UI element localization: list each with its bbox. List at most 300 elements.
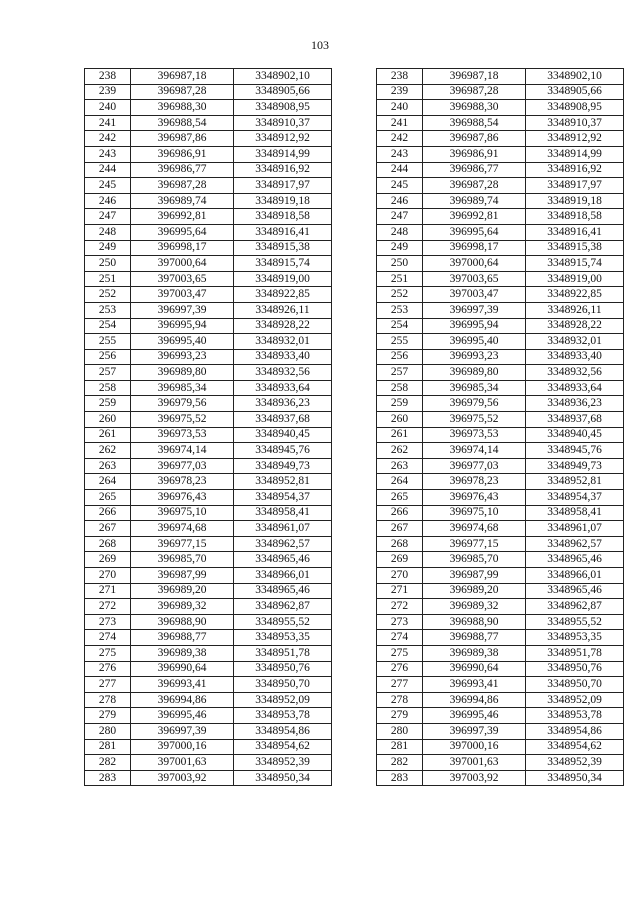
table-row	[85, 583, 332, 599]
y-coordinate-cell: 3348962,87	[526, 599, 624, 615]
point-number-cell: 255	[85, 334, 131, 350]
point-number-cell: 281	[85, 739, 131, 755]
y-coordinate-cell: 3348928,22	[234, 318, 332, 334]
table-row	[377, 100, 624, 116]
table-row	[85, 193, 332, 209]
table-row	[377, 443, 624, 459]
point-number-cell: 280	[85, 723, 131, 739]
y-coordinate-cell: 3348958,41	[526, 505, 624, 521]
y-coordinate-cell: 3348955,52	[526, 614, 624, 630]
x-coordinate-cell: 396998,17	[131, 240, 234, 256]
y-coordinate-cell: 3348902,10	[526, 69, 624, 85]
table-row	[85, 162, 332, 178]
y-coordinate-cell: 3348933,64	[526, 380, 624, 396]
x-coordinate-cell: 396978,23	[423, 474, 526, 490]
point-number-cell: 263	[85, 458, 131, 474]
table-row	[377, 521, 624, 537]
table-row	[377, 162, 624, 178]
table-row	[85, 614, 332, 630]
table-row	[377, 614, 624, 630]
x-coordinate-cell: 396992,81	[423, 209, 526, 225]
y-coordinate-cell: 3348951,78	[526, 645, 624, 661]
x-coordinate-cell: 397000,64	[131, 256, 234, 272]
x-coordinate-cell: 396974,68	[423, 521, 526, 537]
x-coordinate-cell: 396987,28	[131, 178, 234, 194]
point-number-cell: 243	[377, 146, 423, 162]
point-number-cell: 283	[85, 770, 131, 786]
x-coordinate-cell: 397003,65	[423, 271, 526, 287]
table-row	[85, 240, 332, 256]
point-number-cell: 274	[377, 630, 423, 646]
x-coordinate-cell: 396993,41	[131, 677, 234, 693]
y-coordinate-cell: 3348933,64	[234, 380, 332, 396]
table-row	[377, 474, 624, 490]
point-number-cell: 240	[377, 100, 423, 116]
point-number-cell: 257	[377, 365, 423, 381]
x-coordinate-cell: 396989,80	[131, 365, 234, 381]
y-coordinate-cell: 3348966,01	[234, 568, 332, 584]
y-coordinate-cell: 3348908,95	[526, 100, 624, 116]
x-coordinate-cell: 396977,03	[423, 458, 526, 474]
x-coordinate-cell: 396977,03	[131, 458, 234, 474]
x-coordinate-cell: 396987,28	[131, 84, 234, 100]
x-coordinate-cell: 396995,46	[131, 708, 234, 724]
x-coordinate-cell: 396987,86	[131, 131, 234, 147]
table-row	[85, 474, 332, 490]
table-row	[377, 115, 624, 131]
x-coordinate-cell: 396976,43	[131, 490, 234, 506]
x-coordinate-cell: 396988,30	[131, 100, 234, 116]
x-coordinate-cell: 396974,14	[131, 443, 234, 459]
x-coordinate-cell: 396992,81	[131, 209, 234, 225]
table-row	[377, 178, 624, 194]
point-number-cell: 239	[85, 84, 131, 100]
table-row	[85, 69, 332, 85]
y-coordinate-cell: 3348950,70	[526, 677, 624, 693]
table-row	[377, 318, 624, 334]
x-coordinate-cell: 396978,23	[131, 474, 234, 490]
x-coordinate-cell: 396995,94	[131, 318, 234, 334]
table-row	[377, 692, 624, 708]
x-coordinate-cell: 396975,10	[131, 505, 234, 521]
x-coordinate-cell: 396993,23	[131, 349, 234, 365]
table-row	[85, 365, 332, 381]
point-number-cell: 275	[85, 645, 131, 661]
table-row	[377, 287, 624, 303]
point-number-cell: 258	[377, 380, 423, 396]
x-coordinate-cell: 396994,86	[423, 692, 526, 708]
y-coordinate-cell: 3348950,76	[526, 661, 624, 677]
x-coordinate-cell: 396987,18	[131, 69, 234, 85]
y-coordinate-cell: 3348933,40	[234, 349, 332, 365]
table-row	[85, 427, 332, 443]
y-coordinate-cell: 3348910,37	[526, 115, 624, 131]
x-coordinate-cell: 396994,86	[131, 692, 234, 708]
y-coordinate-cell: 3348908,95	[234, 100, 332, 116]
table-row	[85, 84, 332, 100]
y-coordinate-cell: 3348962,57	[526, 536, 624, 552]
point-number-cell: 263	[377, 458, 423, 474]
table-row	[85, 536, 332, 552]
x-coordinate-cell: 396975,52	[423, 412, 526, 428]
coordinates-table-left	[84, 68, 332, 786]
y-coordinate-cell: 3348965,46	[526, 552, 624, 568]
table-row	[85, 443, 332, 459]
y-coordinate-cell: 3348915,38	[234, 240, 332, 256]
y-coordinate-cell: 3348952,39	[234, 755, 332, 771]
y-coordinate-cell: 3348958,41	[234, 505, 332, 521]
table-row	[85, 209, 332, 225]
page-number: 103	[311, 38, 329, 52]
table-row	[377, 552, 624, 568]
y-coordinate-cell: 3348965,46	[234, 583, 332, 599]
y-coordinate-cell: 3348950,76	[234, 661, 332, 677]
x-coordinate-cell: 396973,53	[423, 427, 526, 443]
x-coordinate-cell: 396974,68	[131, 521, 234, 537]
y-coordinate-cell: 3348954,62	[526, 739, 624, 755]
y-coordinate-cell: 3348965,46	[526, 583, 624, 599]
point-number-cell: 242	[377, 131, 423, 147]
table-row	[85, 458, 332, 474]
table-row	[377, 131, 624, 147]
x-coordinate-cell: 396975,52	[131, 412, 234, 428]
point-number-cell: 261	[377, 427, 423, 443]
table-row	[85, 505, 332, 521]
x-coordinate-cell: 396987,28	[423, 84, 526, 100]
y-coordinate-cell: 3348912,92	[234, 131, 332, 147]
table-row	[85, 677, 332, 693]
table-row	[377, 630, 624, 646]
y-coordinate-cell: 3348914,99	[526, 146, 624, 162]
table-row	[85, 115, 332, 131]
table-row	[85, 396, 332, 412]
point-number-cell: 270	[85, 568, 131, 584]
table-row	[85, 599, 332, 615]
x-coordinate-cell: 396977,15	[131, 536, 234, 552]
table-row	[377, 755, 624, 771]
x-coordinate-cell: 396995,64	[423, 224, 526, 240]
point-number-cell: 256	[377, 349, 423, 365]
table-row	[85, 287, 332, 303]
x-coordinate-cell: 396993,23	[423, 349, 526, 365]
point-number-cell: 269	[377, 552, 423, 568]
y-coordinate-cell: 3348961,07	[526, 521, 624, 537]
y-coordinate-cell: 3348940,45	[234, 427, 332, 443]
point-number-cell: 251	[85, 271, 131, 287]
point-number-cell: 243	[85, 146, 131, 162]
point-number-cell: 281	[377, 739, 423, 755]
table-row	[377, 599, 624, 615]
point-number-cell: 250	[85, 256, 131, 272]
x-coordinate-cell: 397000,64	[423, 256, 526, 272]
y-coordinate-cell: 3348937,68	[234, 412, 332, 428]
y-coordinate-cell: 3348918,58	[526, 209, 624, 225]
coordinates-table-right-body	[377, 69, 624, 786]
point-number-cell: 266	[377, 505, 423, 521]
y-coordinate-cell: 3348922,85	[234, 287, 332, 303]
point-number-cell: 279	[85, 708, 131, 724]
y-coordinate-cell: 3348945,76	[234, 443, 332, 459]
table-row	[377, 193, 624, 209]
x-coordinate-cell: 396987,99	[423, 568, 526, 584]
point-number-cell: 241	[377, 115, 423, 131]
y-coordinate-cell: 3348950,34	[526, 770, 624, 786]
y-coordinate-cell: 3348912,92	[526, 131, 624, 147]
table-row	[85, 755, 332, 771]
y-coordinate-cell: 3348932,01	[234, 334, 332, 350]
point-number-cell: 276	[85, 661, 131, 677]
y-coordinate-cell: 3348966,01	[526, 568, 624, 584]
point-number-cell: 274	[85, 630, 131, 646]
point-number-cell: 264	[85, 474, 131, 490]
y-coordinate-cell: 3348919,00	[234, 271, 332, 287]
x-coordinate-cell: 396989,20	[131, 583, 234, 599]
point-number-cell: 270	[377, 568, 423, 584]
x-coordinate-cell: 396988,77	[423, 630, 526, 646]
point-number-cell: 245	[377, 178, 423, 194]
x-coordinate-cell: 396986,91	[131, 146, 234, 162]
table-row	[85, 100, 332, 116]
point-number-cell: 265	[377, 490, 423, 506]
table-row	[377, 770, 624, 786]
point-number-cell: 241	[85, 115, 131, 131]
x-coordinate-cell: 396988,30	[423, 100, 526, 116]
y-coordinate-cell: 3348955,52	[234, 614, 332, 630]
table-row	[377, 677, 624, 693]
x-coordinate-cell: 396989,20	[423, 583, 526, 599]
table-row	[377, 334, 624, 350]
table-row	[377, 349, 624, 365]
y-coordinate-cell: 3348922,85	[526, 287, 624, 303]
x-coordinate-cell: 396975,10	[423, 505, 526, 521]
point-number-cell: 272	[85, 599, 131, 615]
y-coordinate-cell: 3348952,81	[234, 474, 332, 490]
table-row	[377, 739, 624, 755]
x-coordinate-cell: 396979,56	[131, 396, 234, 412]
x-coordinate-cell: 396988,90	[131, 614, 234, 630]
point-number-cell: 249	[377, 240, 423, 256]
table-row	[377, 505, 624, 521]
table-row	[377, 490, 624, 506]
point-number-cell: 246	[85, 193, 131, 209]
x-coordinate-cell: 397001,63	[423, 755, 526, 771]
point-number-cell: 273	[85, 614, 131, 630]
table-row	[377, 365, 624, 381]
y-coordinate-cell: 3348928,22	[526, 318, 624, 334]
point-number-cell: 278	[85, 692, 131, 708]
point-number-cell: 238	[85, 69, 131, 85]
y-coordinate-cell: 3348918,58	[234, 209, 332, 225]
x-coordinate-cell: 397000,16	[131, 739, 234, 755]
table-row	[85, 723, 332, 739]
table-row	[377, 84, 624, 100]
table-row	[377, 256, 624, 272]
x-coordinate-cell: 396986,77	[131, 162, 234, 178]
table-row	[377, 645, 624, 661]
y-coordinate-cell: 3348917,97	[526, 178, 624, 194]
y-coordinate-cell: 3348965,46	[234, 552, 332, 568]
x-coordinate-cell: 396990,64	[423, 661, 526, 677]
table-row	[377, 583, 624, 599]
x-coordinate-cell: 396985,70	[131, 552, 234, 568]
table-row	[85, 271, 332, 287]
x-coordinate-cell: 396973,53	[131, 427, 234, 443]
point-number-cell: 247	[377, 209, 423, 225]
y-coordinate-cell: 3348917,97	[234, 178, 332, 194]
point-number-cell: 259	[85, 396, 131, 412]
x-coordinate-cell: 396997,39	[423, 723, 526, 739]
y-coordinate-cell: 3348953,78	[234, 708, 332, 724]
point-number-cell: 277	[85, 677, 131, 693]
x-coordinate-cell: 396993,41	[423, 677, 526, 693]
table-row	[377, 209, 624, 225]
table-row	[85, 630, 332, 646]
point-number-cell: 259	[377, 396, 423, 412]
y-coordinate-cell: 3348916,41	[234, 224, 332, 240]
table-row	[377, 723, 624, 739]
point-number-cell: 282	[377, 755, 423, 771]
table-row	[377, 240, 624, 256]
coordinates-table-right	[376, 68, 624, 786]
point-number-cell: 268	[85, 536, 131, 552]
coordinates-table-left-body	[85, 69, 332, 786]
table-row	[377, 302, 624, 318]
x-coordinate-cell: 396976,43	[423, 490, 526, 506]
table-row	[377, 271, 624, 287]
y-coordinate-cell: 3348926,11	[526, 302, 624, 318]
point-number-cell: 242	[85, 131, 131, 147]
point-number-cell: 254	[377, 318, 423, 334]
point-number-cell: 260	[377, 412, 423, 428]
y-coordinate-cell: 3348905,66	[526, 84, 624, 100]
y-coordinate-cell: 3348954,37	[234, 490, 332, 506]
point-number-cell: 267	[85, 521, 131, 537]
table-row	[377, 427, 624, 443]
y-coordinate-cell: 3348952,09	[234, 692, 332, 708]
y-coordinate-cell: 3348950,34	[234, 770, 332, 786]
table-row	[85, 131, 332, 147]
table-row	[85, 521, 332, 537]
y-coordinate-cell: 3348962,57	[234, 536, 332, 552]
x-coordinate-cell: 396997,39	[131, 723, 234, 739]
point-number-cell: 278	[377, 692, 423, 708]
table-row	[377, 412, 624, 428]
y-coordinate-cell: 3348916,92	[234, 162, 332, 178]
point-number-cell: 256	[85, 349, 131, 365]
table-row	[85, 349, 332, 365]
table-row	[85, 568, 332, 584]
x-coordinate-cell: 396990,64	[131, 661, 234, 677]
y-coordinate-cell: 3348954,86	[526, 723, 624, 739]
table-row	[377, 536, 624, 552]
y-coordinate-cell: 3348952,39	[526, 755, 624, 771]
x-coordinate-cell: 396988,90	[423, 614, 526, 630]
x-coordinate-cell: 396995,40	[131, 334, 234, 350]
x-coordinate-cell: 396985,34	[131, 380, 234, 396]
x-coordinate-cell: 396997,39	[423, 302, 526, 318]
x-coordinate-cell: 396989,32	[423, 599, 526, 615]
point-number-cell: 271	[85, 583, 131, 599]
x-coordinate-cell: 396987,86	[423, 131, 526, 147]
table-row	[85, 708, 332, 724]
x-coordinate-cell: 396979,56	[423, 396, 526, 412]
y-coordinate-cell: 3348953,35	[234, 630, 332, 646]
point-number-cell: 260	[85, 412, 131, 428]
y-coordinate-cell: 3348902,10	[234, 69, 332, 85]
point-number-cell: 283	[377, 770, 423, 786]
x-coordinate-cell: 396987,99	[131, 568, 234, 584]
point-number-cell: 261	[85, 427, 131, 443]
table-row	[85, 692, 332, 708]
point-number-cell: 244	[377, 162, 423, 178]
point-number-cell: 246	[377, 193, 423, 209]
table-row	[85, 380, 332, 396]
point-number-cell: 271	[377, 583, 423, 599]
x-coordinate-cell: 396995,94	[423, 318, 526, 334]
y-coordinate-cell: 3348905,66	[234, 84, 332, 100]
y-coordinate-cell: 3348919,18	[526, 193, 624, 209]
table-row	[85, 770, 332, 786]
table-row	[85, 661, 332, 677]
table-row	[85, 412, 332, 428]
x-coordinate-cell: 396998,17	[423, 240, 526, 256]
point-number-cell: 279	[377, 708, 423, 724]
point-number-cell: 249	[85, 240, 131, 256]
table-row	[377, 568, 624, 584]
x-coordinate-cell: 397001,63	[131, 755, 234, 771]
point-number-cell: 262	[377, 443, 423, 459]
x-coordinate-cell: 396989,80	[423, 365, 526, 381]
y-coordinate-cell: 3348940,45	[526, 427, 624, 443]
y-coordinate-cell: 3348933,40	[526, 349, 624, 365]
table-row	[85, 256, 332, 272]
table-row	[377, 708, 624, 724]
table-row	[85, 552, 332, 568]
x-coordinate-cell: 396989,74	[423, 193, 526, 209]
point-number-cell: 255	[377, 334, 423, 350]
point-number-cell: 282	[85, 755, 131, 771]
point-number-cell: 258	[85, 380, 131, 396]
table-row	[85, 318, 332, 334]
x-coordinate-cell: 396997,39	[131, 302, 234, 318]
table-row	[85, 739, 332, 755]
table-row	[85, 224, 332, 240]
x-coordinate-cell: 396988,54	[131, 115, 234, 131]
point-number-cell: 280	[377, 723, 423, 739]
point-number-cell: 252	[85, 287, 131, 303]
point-number-cell: 240	[85, 100, 131, 116]
point-number-cell: 253	[85, 302, 131, 318]
y-coordinate-cell: 3348954,86	[234, 723, 332, 739]
y-coordinate-cell: 3348961,07	[234, 521, 332, 537]
y-coordinate-cell: 3348951,78	[234, 645, 332, 661]
x-coordinate-cell: 396985,70	[423, 552, 526, 568]
x-coordinate-cell: 396987,28	[423, 178, 526, 194]
point-number-cell: 252	[377, 287, 423, 303]
y-coordinate-cell: 3348954,62	[234, 739, 332, 755]
y-coordinate-cell: 3348936,23	[526, 396, 624, 412]
y-coordinate-cell: 3348953,35	[526, 630, 624, 646]
y-coordinate-cell: 3348915,38	[526, 240, 624, 256]
y-coordinate-cell: 3348919,18	[234, 193, 332, 209]
y-coordinate-cell: 3348915,74	[526, 256, 624, 272]
y-coordinate-cell: 3348926,11	[234, 302, 332, 318]
y-coordinate-cell: 3348950,70	[234, 677, 332, 693]
y-coordinate-cell: 3348937,68	[526, 412, 624, 428]
x-coordinate-cell: 396988,54	[423, 115, 526, 131]
x-coordinate-cell: 396985,34	[423, 380, 526, 396]
point-number-cell: 257	[85, 365, 131, 381]
